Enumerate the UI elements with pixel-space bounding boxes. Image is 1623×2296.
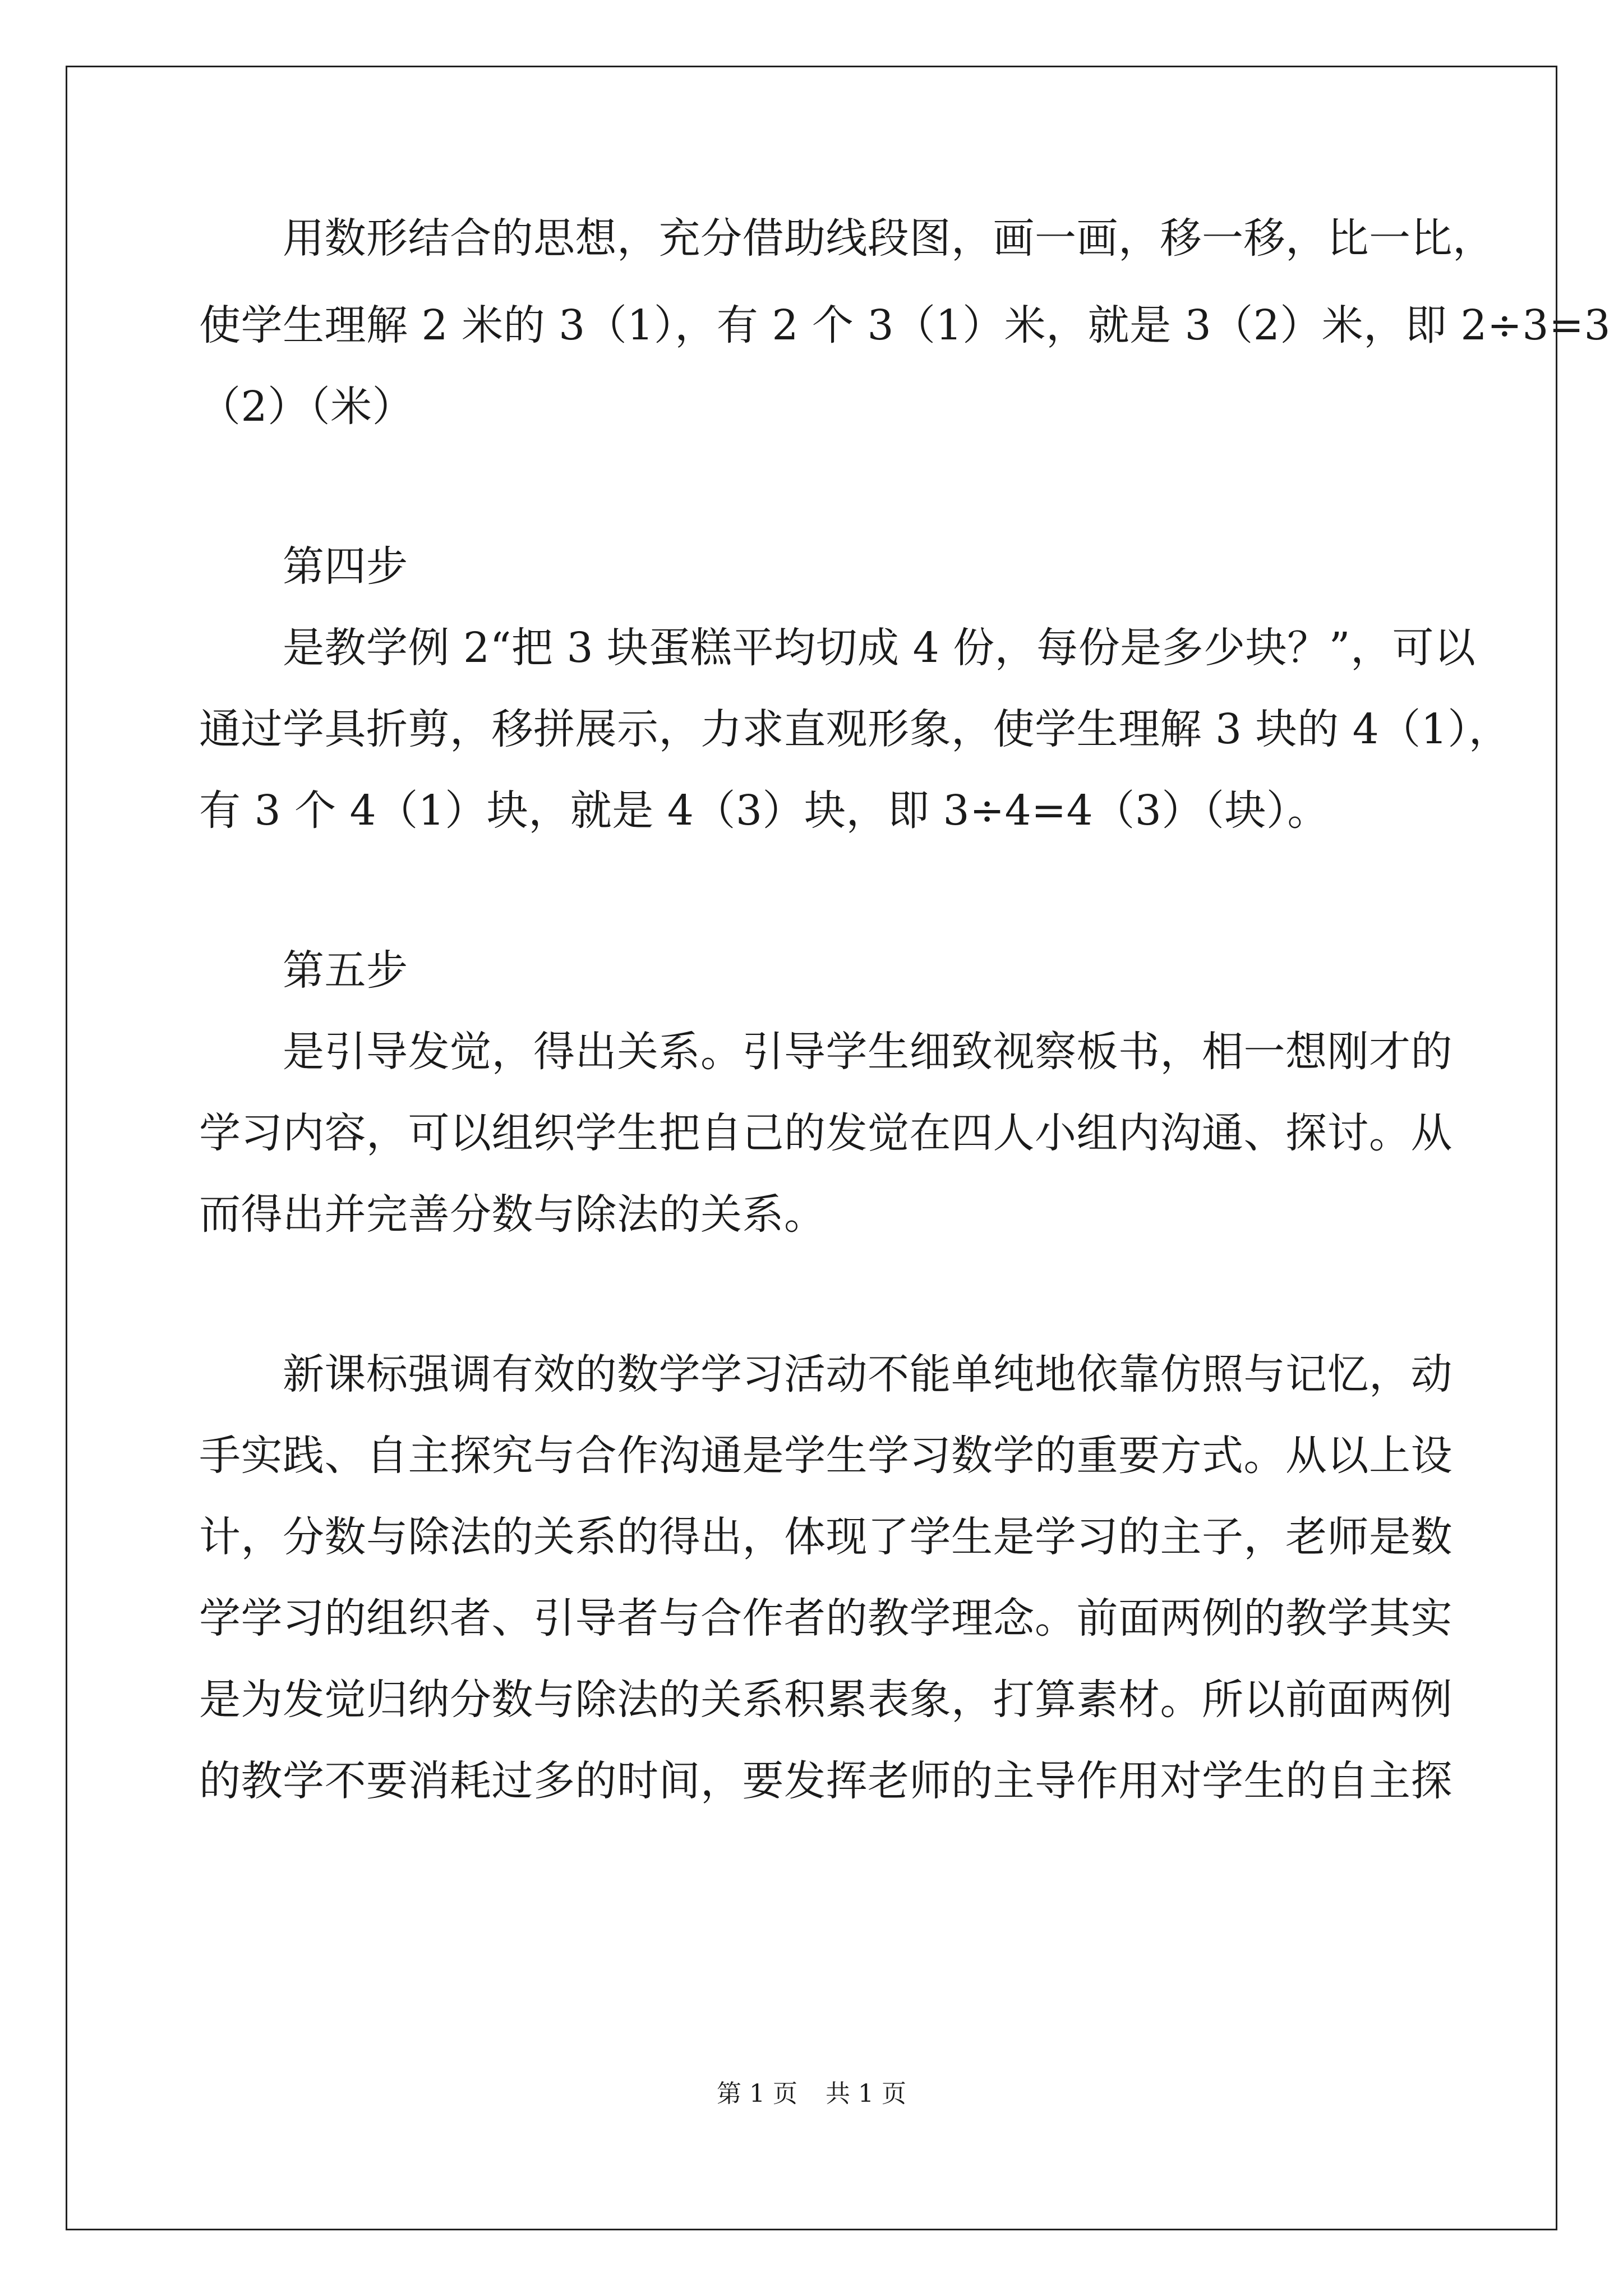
text-line-9: 是引导发觉，得出关系。引导学生细致视察板书，相一想刚才的 bbox=[199, 1028, 1453, 1076]
section-heading-step-4: 第四步 bbox=[199, 542, 408, 591]
text-line-1: 用数形结合的思想，充分借助线段图，画一画，移一移，比一比， bbox=[199, 214, 1495, 263]
page-footer bbox=[0, 2078, 1623, 2110]
text-line-14: 计，分数与除法的关系的得出，体现了学生是学习的主子，老师是数 bbox=[199, 1513, 1453, 1561]
text-line-11: 而得出并完善分数与除法的关系。 bbox=[199, 1190, 826, 1239]
text-line-12: 新课标强调有效的数学学习活动不能单纯地依靠仿照与记忆，动 bbox=[199, 1350, 1453, 1398]
text-line-3: （2）（米） bbox=[199, 383, 414, 431]
text-line-6: 通过学具折剪，移拼展示，力求直观形象，使学生理解 3 块的 4（1）， bbox=[199, 705, 1511, 753]
text-line-2: 使学生理解 2 米的 3（1），有 2 个 3（1）米，就是 3（2）米，即 2÷3=3 bbox=[199, 301, 1611, 349]
text-line-5: 是教学例 2“把 3 块蛋糕平均切成 4 份，每份是多少块？”，可以 bbox=[199, 624, 1476, 672]
section-heading-step-5: 第五步 bbox=[199, 946, 408, 995]
text-line-10: 学习内容，可以组织学生把自己的发觉在四人小组内沟通、探讨。从 bbox=[199, 1109, 1453, 1157]
text-line-17: 的教学不要消耗过多的时间，要发挥老师的主导作用对学生的自主探 bbox=[199, 1757, 1453, 1805]
page-number: 第 1 页 bbox=[717, 2079, 797, 2108]
page-total: 共 1 页 bbox=[826, 2079, 906, 2108]
text-line-16: 是为发觉归纳分数与除法的关系积累表象，打算素材。所以前面两例 bbox=[199, 1676, 1453, 1724]
text-line-13: 手实践、自主探究与合作沟通是学生学习数学的重要方式。从以上设 bbox=[199, 1432, 1453, 1480]
text-line-15: 学学习的组织者、引导者与合作者的教学理念。前面两例的教学其实 bbox=[199, 1594, 1453, 1642]
text-line-7: 有 3 个 4（1）块，就是 4（3）块，即 3÷4=4（3）（块）。 bbox=[199, 786, 1329, 835]
